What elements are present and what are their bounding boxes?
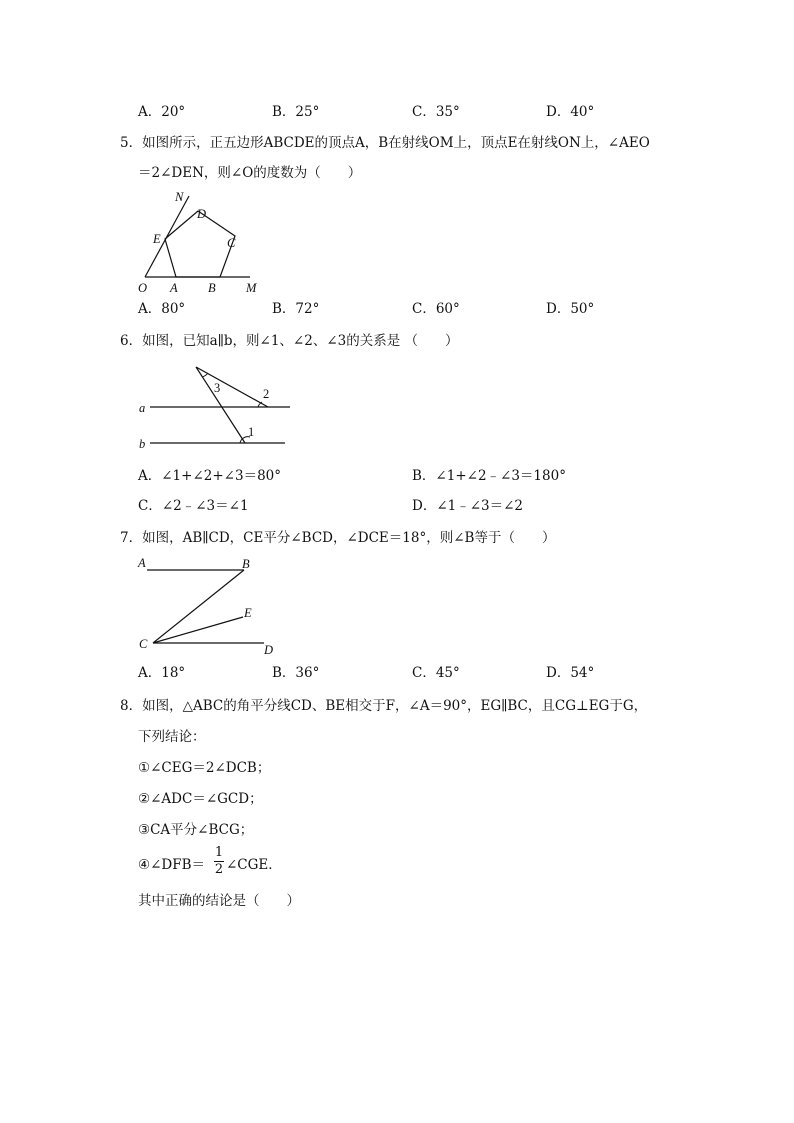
label-o: O [138, 281, 148, 295]
label-3: 3 [214, 381, 221, 395]
label-a: A [170, 281, 178, 295]
q8-prompt: 其中正确的结论是（ ） [138, 893, 300, 909]
segment-bc [153, 570, 244, 643]
q4-option-d: D．40° [546, 104, 595, 120]
q5-option-a: A．80° [138, 301, 186, 317]
label-a: A [138, 556, 146, 570]
q6-option-c: C．∠2﹣∠3＝∠1 [138, 498, 249, 514]
q4-option-a: A．20° [138, 104, 186, 120]
q8-conclusion-1: ①∠CEG＝2∠DCB； [138, 760, 271, 776]
label-e: E [153, 232, 161, 246]
label-b: B [242, 557, 250, 571]
q5-stem-line2: ＝2∠DEN，则∠O的度数为（ ） [138, 165, 362, 181]
q5-stem-line1: 5．如图所示，正五边形ABCDE的顶点A，B在射线OM上，顶点E在射线ON上，∠AEO [120, 135, 650, 151]
q8-conclusion-3: ③CA平分∠BCG； [138, 822, 254, 838]
fraction-one-half [212, 846, 226, 877]
q7-option-b: B．36° [272, 665, 320, 681]
fraction-denominator: 2 [214, 862, 224, 877]
label-d: D [197, 207, 207, 221]
q7-option-a: A．18° [138, 665, 186, 681]
q4-option-b: B．25° [272, 104, 320, 120]
label-1: 1 [248, 425, 255, 439]
q8-c4-suffix: ∠CGE． [226, 857, 282, 873]
label-m: M [246, 281, 257, 295]
q5-option-c: C．60° [412, 301, 460, 317]
q4-option-c: C．35° [412, 104, 460, 120]
q6-option-a: A．∠1+∠2+∠3＝80° [138, 468, 282, 484]
label-a: a [139, 401, 146, 415]
q8-c4-prefix: ④∠DFB＝ [138, 857, 206, 873]
q7-option-d: D．54° [546, 665, 595, 681]
q7-option-c: C．45° [412, 665, 460, 681]
label-b: b [139, 437, 146, 451]
q6-option-b: B．∠1+∠2﹣∠3＝180° [412, 468, 566, 484]
label-2: 2 [263, 387, 270, 401]
q8-stem-line2: 下列结论： [138, 729, 206, 745]
label-c: C [227, 236, 236, 250]
label-e: E [244, 606, 252, 620]
label-c: C [139, 637, 148, 651]
segment-ce [153, 617, 243, 643]
q8-conclusion-2: ②∠ADC＝∠GCD； [138, 791, 263, 807]
q8-stem-line1: 8．如图，△ABC的角平分线CD、BE相交于F，∠A＝90°，EG∥BC，且CG⊥EG于G， [120, 698, 648, 714]
q6-stem: 6．如图，已知a∥b，则∠1、∠2、∠3的关系是 （ ） [120, 333, 459, 349]
fraction-numerator: 1 [214, 845, 224, 860]
label-d: D [264, 643, 274, 657]
q6-option-d: D．∠1﹣∠3＝∠2 [412, 498, 524, 514]
label-b: B [208, 281, 216, 295]
q5-option-d: D．50° [546, 301, 595, 317]
label-n: N [175, 190, 184, 204]
q5-option-b: B．72° [272, 301, 320, 317]
q7-stem: 7．如图，AB∥CD，CE平分∠BCD，∠DCE＝18°，则∠B等于（ ） [120, 530, 556, 546]
